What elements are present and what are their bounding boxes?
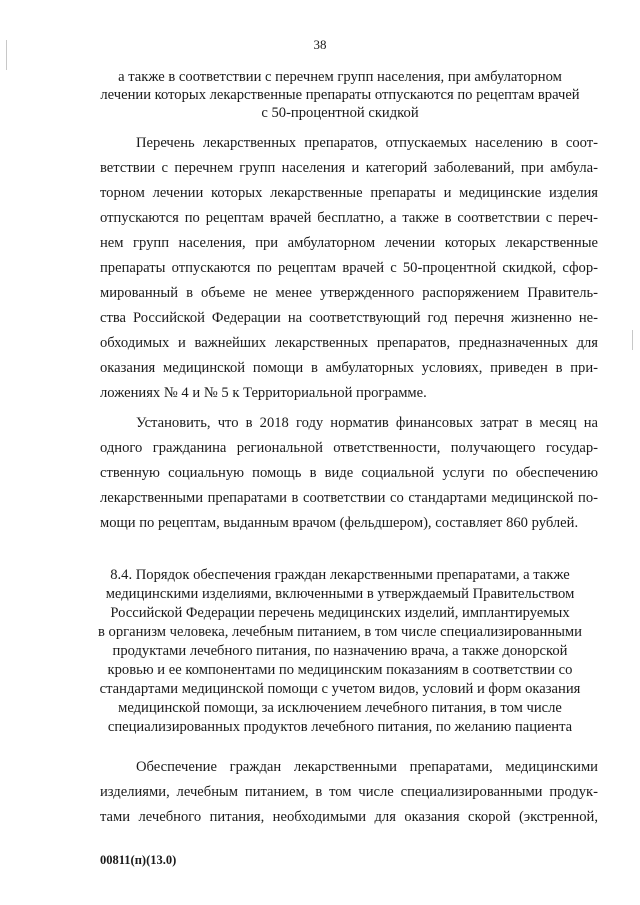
paragraph-line: ветствии с перечнем групп населения и категорий заболеваний, при амбула- bbox=[100, 160, 598, 176]
paragraph-line: торном лечении которых лекарственные препараты и медицинские изделия bbox=[100, 185, 598, 201]
paragraph-line: ства Российской Федерации на соответствующий год перечня жизненно не- bbox=[100, 310, 598, 326]
paragraph-line: мощи по рецептам, выданным врачом (фельдшером), составляет 860 рублей. bbox=[100, 515, 579, 531]
paragraph-line: оказания медицинской помощи в амбулаторных условиях, приведен в при- bbox=[100, 360, 598, 376]
paragraph-line: нем групп населения, при амбулаторном лечении которых лекарственные bbox=[100, 235, 598, 251]
section-heading-line: продуктами лечебного питания, по назначению врача, а также донорской bbox=[112, 643, 568, 659]
paragraph-line: обходимых и важнейших лекарственных препаратов, предназначенных для bbox=[100, 335, 598, 351]
paragraph-line: ложениях № 4 и № 5 к Территориальной программе. bbox=[100, 385, 427, 401]
paragraph-line: мированный в объеме не менее утвержденного распоряжением Правитель- bbox=[100, 285, 598, 301]
heading-line: с 50-процентной скидкой bbox=[261, 105, 419, 121]
paragraph-line: тами лечебного питания, необходимыми для оказания скорой (экстренной, bbox=[100, 809, 598, 825]
paragraph-line: Установить, что в 2018 году норматив финансовых затрат в месяц на bbox=[136, 415, 598, 431]
paragraph-line: Обеспечение граждан лекарственными препаратами, медицинскими bbox=[136, 759, 598, 775]
paragraph-line: одного гражданина региональной ответственности, получающего государ- bbox=[100, 440, 598, 456]
paragraph-line: изделиями, лечебным питанием, в том числе специализированными продук- bbox=[100, 784, 598, 800]
section-heading-line: Российской Федерации перечень медицинских изделий, имплантируемых bbox=[110, 605, 570, 621]
section-heading-line: стандартами медицинской помощи с учетом видов, условий и форм оказания bbox=[99, 681, 581, 697]
section-heading-line: специализированных продуктов лечебного питания, по желанию пациента bbox=[107, 719, 573, 735]
section-heading-line: медицинскими изделиями, включенными в утверждаемый Правительством bbox=[105, 586, 575, 602]
section-heading-line: медицинской помощи, за исключением лечебного питания, в том числе bbox=[118, 700, 562, 716]
section-heading-line: в организм человека, лечебным питанием, в том числе специализированными bbox=[98, 624, 582, 640]
heading-line: лечении которых лекарственные препараты отпускаются по рецептам врачей bbox=[100, 87, 580, 103]
section-heading-line: кровью и ее компонентами по медицинским показаниям в соответствии со bbox=[107, 662, 573, 678]
document-code: 00811(п)(13.0) bbox=[100, 853, 177, 867]
page-number: 38 bbox=[313, 37, 327, 52]
paragraph-line: Перечень лекарственных препаратов, отпускаемых населению в соот- bbox=[136, 135, 598, 151]
paragraph-line: препараты отпускаются по рецептам врачей с 50-процентной скидкой, сфор- bbox=[100, 260, 598, 276]
paragraph-line: отпускаются по рецептам врачей бесплатно, а также в соответствии с переч- bbox=[100, 210, 598, 226]
paragraph-line: лекарственными препаратами в соответствии со стандартами медицинской по- bbox=[100, 490, 598, 506]
paragraph-line: ственную социальную помощь в виде социальной услуги по обеспечению bbox=[100, 465, 598, 481]
scan-edge-mark bbox=[6, 40, 7, 70]
scan-edge-mark bbox=[632, 330, 633, 350]
heading-line: а также в соответствии с перечнем групп населения, при амбулаторном bbox=[118, 69, 562, 85]
section-heading-line: 8.4. Порядок обеспечения граждан лекарственными препаратами, а также bbox=[110, 567, 570, 583]
